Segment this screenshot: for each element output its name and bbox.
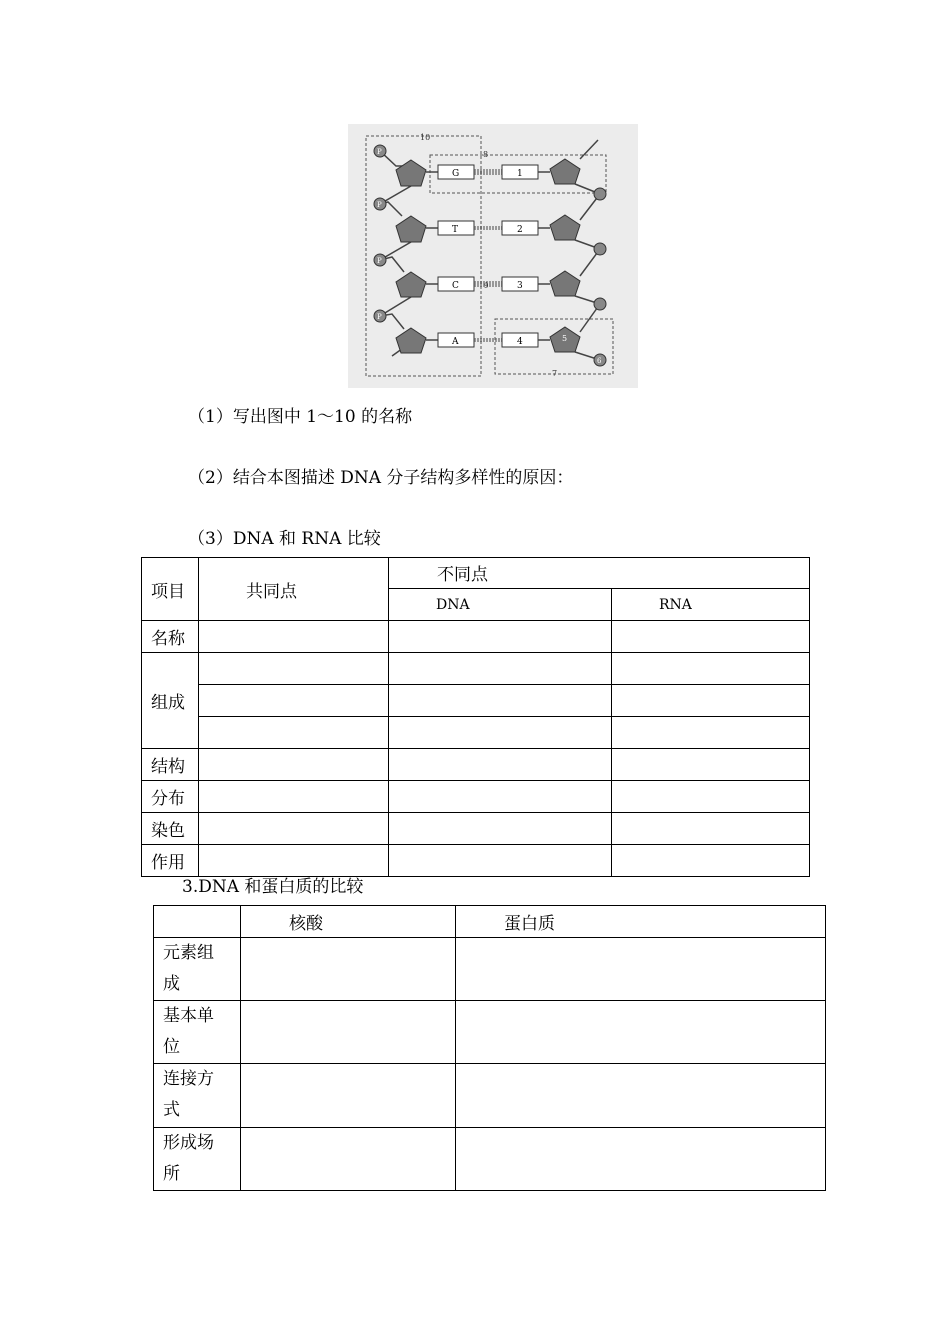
cell-blank: [612, 685, 810, 717]
row-label: 作用: [142, 845, 199, 877]
row-label: 连接方 式: [154, 1064, 241, 1128]
base-label: G: [452, 169, 460, 179]
label-9: 9: [484, 282, 489, 290]
cell-blank: [199, 749, 389, 781]
cell-blank: [199, 781, 389, 813]
base-number: 2: [517, 225, 523, 235]
phosphate-icon: [594, 354, 606, 366]
phosphate-icon: [594, 298, 606, 310]
deoxyribose-icon: [396, 272, 426, 297]
base-number: 1: [517, 169, 523, 179]
phosphate-icon: [374, 145, 386, 157]
cell-blank: [389, 621, 612, 653]
row-label: 形成场 所: [154, 1128, 241, 1191]
phosphate-icon: [594, 188, 606, 200]
label-6: 6: [597, 357, 602, 365]
base-number: 3: [517, 281, 523, 291]
cell-blank: [612, 813, 810, 845]
cell-blank: [389, 781, 612, 813]
deoxyribose-icon: [396, 328, 426, 353]
cell-blank: [199, 685, 389, 717]
cell-blank: [241, 1128, 456, 1191]
svg-text:P: P: [377, 257, 382, 265]
cell-blank: [612, 717, 810, 749]
header-diff: 不同点: [389, 558, 810, 589]
cell-blank: [456, 1128, 826, 1191]
cell-blank: [612, 653, 810, 685]
base-label: A: [452, 337, 459, 347]
label-10: 10: [420, 133, 431, 142]
cell-blank: [456, 938, 826, 1001]
dna-structure-figure: [348, 124, 638, 388]
label-7: 7: [552, 369, 558, 378]
cell-blank: [199, 653, 389, 685]
deoxyribose-icon: [396, 216, 426, 242]
phosphate-icon: [374, 198, 386, 210]
base-label: C: [452, 281, 459, 291]
deoxyribose-icon: [396, 160, 426, 186]
subheader-rna: RNA: [612, 589, 810, 621]
dna-diagram-svg: [348, 124, 638, 388]
header-item: 项目: [142, 558, 199, 621]
cell-blank: [389, 749, 612, 781]
row-label: 基本单 位: [154, 1001, 241, 1064]
phosphate-icon: [374, 310, 386, 322]
cell-blank: [389, 653, 612, 685]
row-label: 名称: [142, 621, 199, 653]
row-label: 结构: [142, 749, 199, 781]
question-2: （2）结合本图描述 DNA 分子结构多样性的原因：: [188, 468, 574, 488]
cell-blank: [241, 1064, 456, 1128]
base-number: 4: [517, 337, 523, 347]
svg-text:P: P: [377, 148, 382, 156]
cell-blank: [389, 813, 612, 845]
row-label: 元素组 成: [154, 938, 241, 1001]
subheader-dna: DNA: [389, 589, 612, 621]
nucleic-protein-table: [153, 905, 826, 1191]
hydrogen-bonds: [474, 170, 502, 341]
row-label: 分布: [142, 781, 199, 813]
svg-text:P: P: [377, 313, 382, 321]
cell-blank: [199, 717, 389, 749]
cell-blank: [612, 781, 810, 813]
question-3: （3）DNA 和 RNA 比较: [188, 529, 381, 549]
dna-rna-table: [141, 557, 810, 877]
cell-blank: [199, 845, 389, 877]
cell-blank: [612, 621, 810, 653]
section-3-title: 3.DNA 和蛋白质的比较: [182, 877, 364, 897]
row-label: 组成: [142, 653, 199, 749]
deoxyribose-icon: [550, 159, 580, 184]
row-label: 染色: [142, 813, 199, 845]
label-5: 5: [562, 334, 568, 343]
phosphate-icon: [594, 243, 606, 255]
cell-blank: [199, 621, 389, 653]
cell-blank: [456, 1064, 826, 1128]
base-label: T: [452, 225, 459, 235]
cell-blank: [612, 749, 810, 781]
cell-blank: [389, 845, 612, 877]
cell-blank: [241, 1001, 456, 1064]
cell-blank: [389, 717, 612, 749]
header-protein: 蛋白质: [456, 906, 826, 938]
cell-blank: [612, 845, 810, 877]
deoxyribose-icon: [550, 215, 580, 240]
deoxyribose-icon: [550, 271, 580, 296]
svg-text:P: P: [377, 201, 382, 209]
cell-blank: [241, 938, 456, 1001]
label-8: 8: [483, 150, 489, 159]
cell-blank: [456, 1001, 826, 1064]
header-nucleic-acid: 核酸: [241, 906, 456, 938]
cell-blank: [389, 685, 612, 717]
header-common: 共同点: [199, 558, 389, 621]
cell-blank: [199, 813, 389, 845]
header-blank: [154, 906, 241, 938]
phosphate-icon: [374, 254, 386, 266]
question-1: （1）写出图中 1～10 的名称: [188, 407, 413, 427]
